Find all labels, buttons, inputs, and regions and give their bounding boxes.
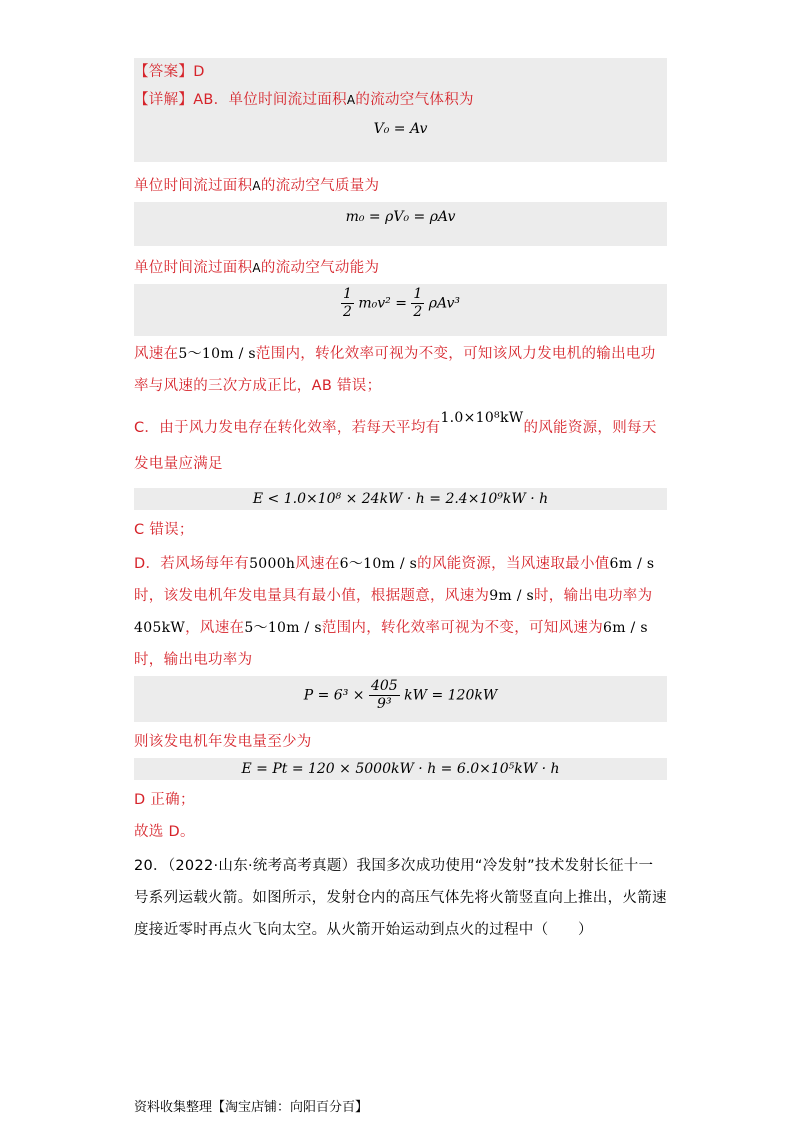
c-power: 1.0×10⁸kW xyxy=(440,410,524,426)
equation-e: E = Pt = 120 × 5000kW · h = 6.0×10⁵kW · h xyxy=(134,758,667,780)
equation-mass: m₀ = ρV₀ = ρAv xyxy=(134,202,667,246)
frac-num: 1 xyxy=(413,286,423,302)
ke-mid: m₀v² = xyxy=(358,295,407,312)
fraction-half-2 xyxy=(411,286,424,321)
d-correct: D 正确； xyxy=(134,792,195,808)
yearly-line: 则该发电机年发电量至少为 xyxy=(134,734,312,750)
frac-den: 2 xyxy=(413,304,423,320)
fraction-405 xyxy=(369,678,400,713)
frac-den: 2 xyxy=(342,304,352,320)
choose-line: 故选 D。 xyxy=(134,824,195,840)
mass-line xyxy=(134,170,667,202)
detail-label: 【详解】 xyxy=(134,92,194,108)
ke-line xyxy=(134,252,667,284)
d-text-5: 时，输出电功率为 xyxy=(534,588,653,604)
d-para xyxy=(134,548,667,676)
d-405: 405kW xyxy=(134,620,186,636)
d-text-7: 范围内，转化效率可视为不变，可知风速为 xyxy=(321,620,604,636)
frac-405-num: 405 xyxy=(370,678,398,694)
equation-c: E < 1.0×10⁸ × 24kW · h = 2.4×10⁹kW · h xyxy=(134,488,667,510)
d-6ms: 6m / s xyxy=(603,620,648,636)
d-range-2: 5～10m / s xyxy=(244,620,322,636)
document-body xyxy=(134,58,667,946)
ke-end: ρAv³ xyxy=(428,295,461,312)
d-min: 6m / s xyxy=(609,556,655,572)
equation-volume: V₀ = Av xyxy=(373,121,428,137)
answer-value: D xyxy=(193,64,205,80)
ke-tail: 的流动空气动能为 xyxy=(260,260,380,276)
d-9: 9m / s xyxy=(489,588,534,604)
frac-num: 1 xyxy=(342,286,352,302)
d-text-1: D．若风场每年有 xyxy=(134,556,250,572)
wind-range-head: 风速在 xyxy=(134,346,179,362)
d-text-8: 时，输出电功率为 xyxy=(134,652,253,668)
p-right: kW = 120kW xyxy=(404,687,498,704)
equation-p xyxy=(134,676,667,722)
d-text-6: ，风速在 xyxy=(185,620,245,636)
fraction-half xyxy=(341,286,354,321)
answer-label: 【答案】 xyxy=(134,64,194,80)
footer-text: 资料收集整理【淘宝店铺：向阳百分百】 xyxy=(134,1100,369,1115)
c-wrong: C 错误； xyxy=(134,522,194,538)
variable-a: A xyxy=(252,261,261,275)
detail-ab-text: AB．单位时间流过面积 xyxy=(193,92,347,108)
d-hours: 5000h xyxy=(249,556,296,572)
equation-ke xyxy=(134,284,667,336)
mass-tail: 的流动空气质量为 xyxy=(260,178,380,194)
d-text-2: 风速在 xyxy=(295,556,340,572)
p-left: P = 6³ × xyxy=(303,687,365,704)
c-para xyxy=(134,410,667,482)
d-text-3: 的风能资源，当风速取最小值 xyxy=(417,556,610,572)
wind-range-para xyxy=(134,338,667,402)
answer-block xyxy=(134,58,667,162)
frac-405-den: 9³ xyxy=(377,696,392,712)
d-text-4: 时，该发电机年发电量具有最小值，根据题意，风速为 xyxy=(134,588,490,604)
wind-range-tail: 范围内，转化效率可视为不变，可知该风力发电机的输出电功率与风速的三次方成正比，AB 错误； xyxy=(134,346,656,394)
mass-head: 单位时间流过面积 xyxy=(134,178,253,194)
c-head: C．由于风力发电存在转化效率，若每天平均有 xyxy=(134,420,441,436)
variable-a: A xyxy=(346,93,356,107)
ke-head: 单位时间流过面积 xyxy=(134,260,253,276)
c-tail: 的风能资源，则每天发电量应满足 xyxy=(134,420,657,472)
volume-text: 的流动空气体积为 xyxy=(355,92,474,108)
d-range: 6～10m / s xyxy=(339,556,418,572)
question-20: 20．（2022·山东·统考高考真题）我国多次成功使用“冷发射”技术发射长征十一号系列运载火箭。如图所示，发射仓内的高压气体先将火箭竖直向上推出，火箭速度接近零时再点火飞向太空。从火箭开始运动到点火的过程中（ ） xyxy=(134,858,667,938)
variable-a: A xyxy=(252,179,261,193)
wind-range-value: 5～10m / s xyxy=(178,346,256,362)
